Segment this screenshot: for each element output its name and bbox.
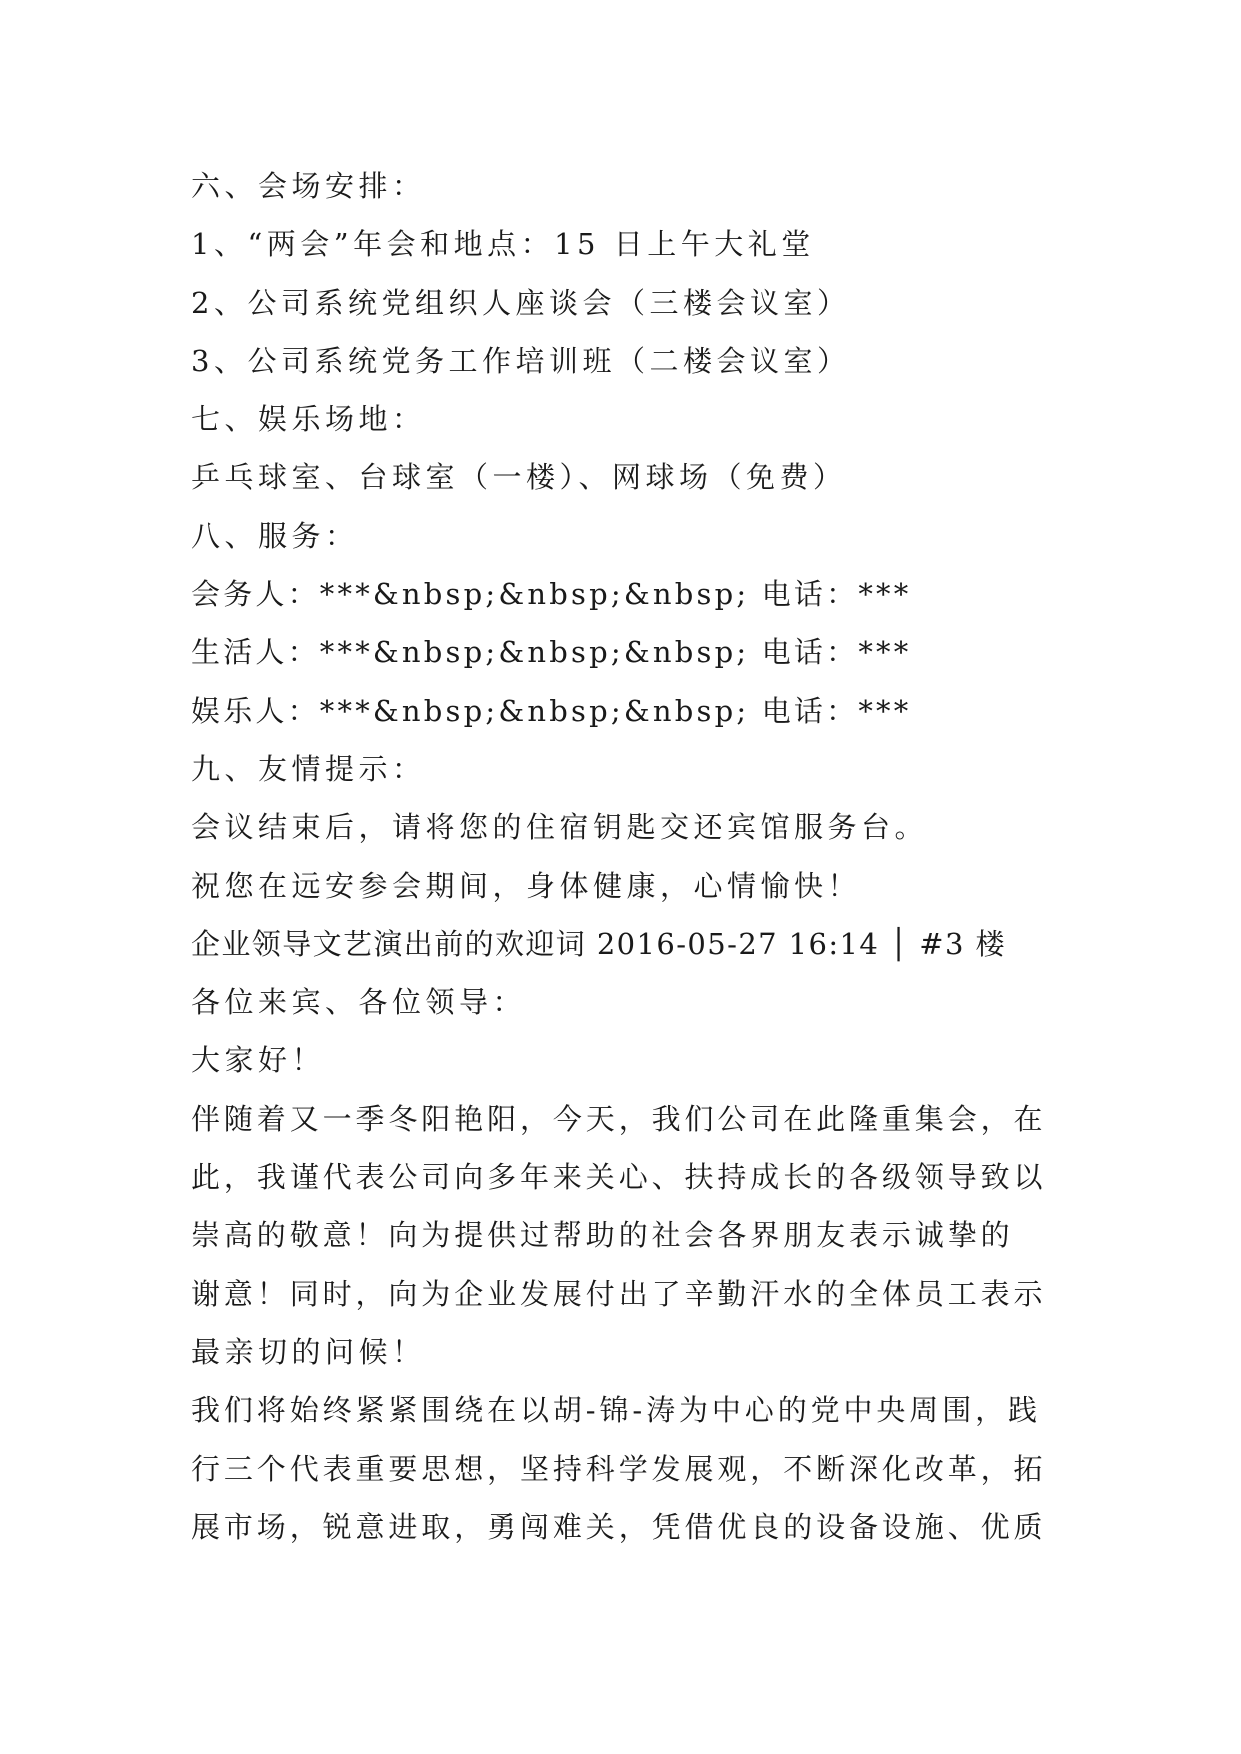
document-body [191, 157, 1061, 1556]
paragraph-line: 此，我谨代表公司向多年来关心、扶持成长的各级领导致以 [191, 1160, 1047, 1195]
venue-item-2: 2、公司系统党组织人座谈会（三楼会议室） [191, 285, 851, 320]
venue-item-3: 3、公司系统党务工作培训班（二楼会议室） [191, 343, 851, 378]
section-heading-service: 八、服务： [191, 518, 359, 553]
paragraph-line: 最亲切的问候！ [191, 1334, 426, 1369]
section-heading-recreation: 七、娱乐场地： [191, 402, 426, 437]
paragraph-line: 我们将始终紧紧围绕在以胡-锦-涛为中心的党中央周围，践 [191, 1393, 1041, 1428]
service-contact-living: 生活人：***&nbsp;&nbsp;&nbsp; 电话：*** [191, 635, 912, 670]
paragraph-line: 谢意！同时，向为企业发展付出了辛勤汗水的全体员工表示 [191, 1276, 1047, 1311]
service-contact-recreation: 娱乐人：***&nbsp;&nbsp;&nbsp; 电话：*** [191, 693, 912, 728]
section-heading-venue: 六、会场安排： [191, 169, 426, 203]
salutation: 各位来宾、各位领导： [191, 985, 527, 1020]
service-contact-meeting: 会务人：***&nbsp;&nbsp;&nbsp; 电话：*** [191, 577, 912, 612]
paragraph-line: 展市场，锐意进取，勇闯难关，凭借优良的设备设施、优质 [191, 1509, 1047, 1544]
venue-item-1: 1、“两会”年会和地点：15 日上午大礼堂 [191, 227, 815, 262]
paragraph-line: 伴随着又一季冬阳艳阳，今天，我们公司在此隆重集会，在 [191, 1101, 1047, 1136]
blessing-text: 祝您在远安参会期间，身体健康，心情愉快！ [191, 868, 862, 903]
section-heading-reminder: 九、友情提示： [191, 751, 426, 786]
paragraph-line: 崇高的敬意！向为提供过帮助的社会各界朋友表示诚挚的 [191, 1218, 1014, 1253]
recreation-text: 乒乓球室、台球室（一楼）、网球场（免费） [191, 460, 847, 495]
post-header: 企业领导文艺演出前的欢迎词 2016-05-27 16:14 │ #3 楼 [191, 926, 1006, 961]
paragraph-line: 行三个代表重要思想，坚持科学发展观，不断深化改革，拓 [191, 1451, 1047, 1486]
greeting: 大家好！ [191, 1043, 326, 1078]
reminder-text: 会议结束后，请将您的住宿钥匙交还宾馆服务台。 [191, 810, 929, 845]
